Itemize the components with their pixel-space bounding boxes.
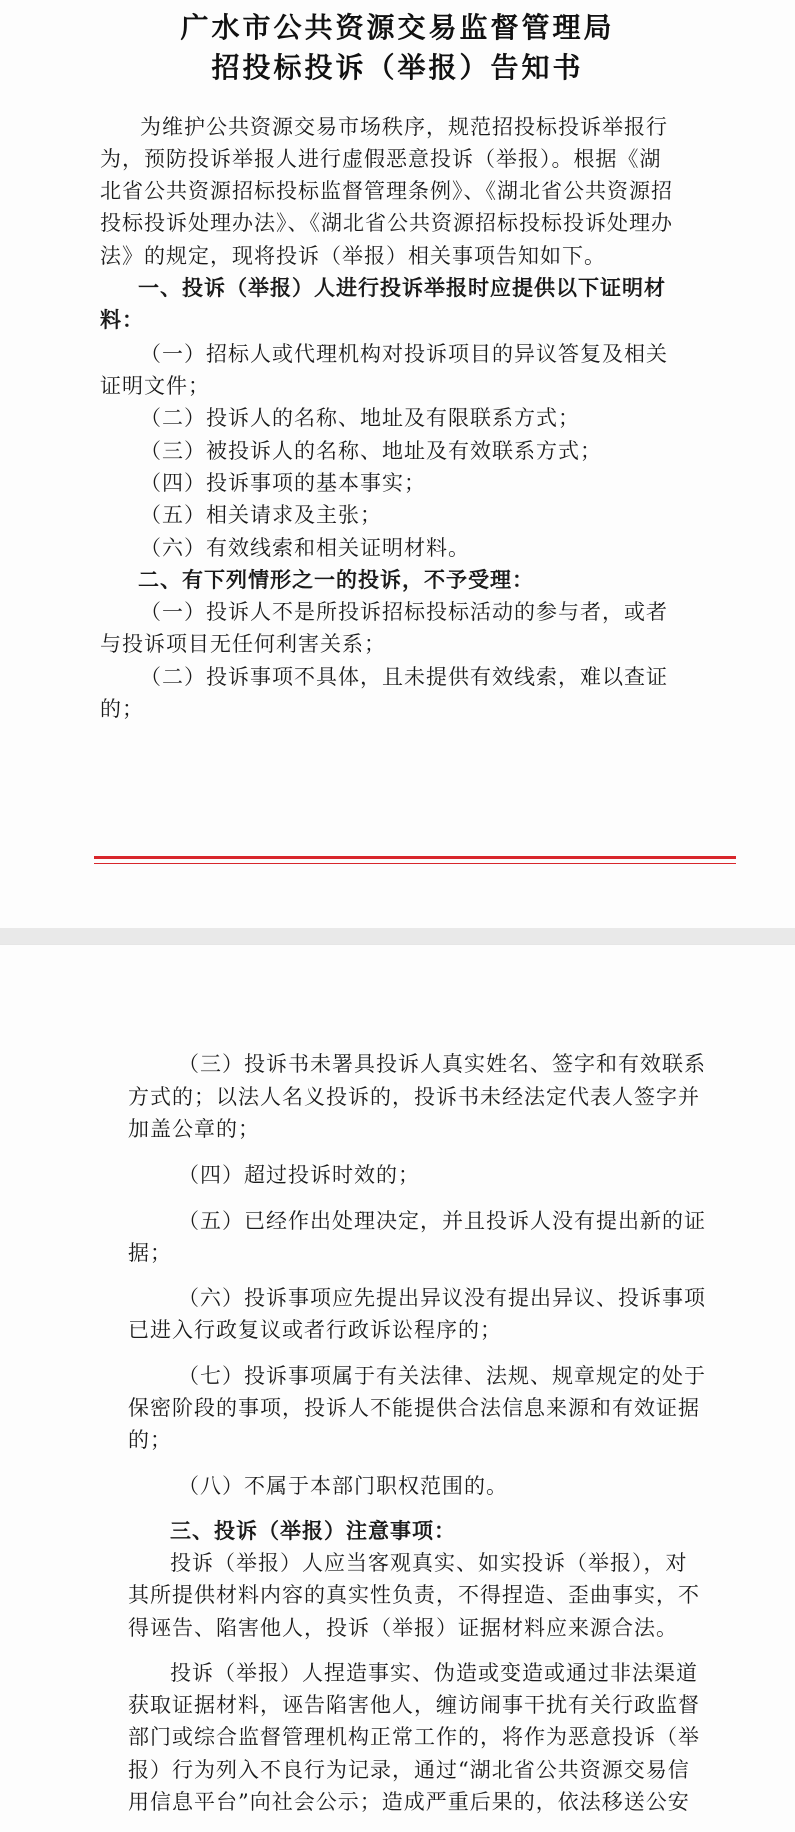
list-item-cont: 的；: [100, 697, 144, 721]
list-item-cont: 加盖公章的；: [128, 1117, 260, 1141]
list-item: （四）投诉事项的基本事实；: [140, 471, 426, 495]
list-item: （七）投诉事项属于有关法律、法规、规章规定的处于: [178, 1364, 706, 1388]
paragraph-line: 法》的规定，现将投诉（举报）相关事项告知如下。: [100, 244, 606, 268]
list-item: （一）招标人或代理机构对投诉项目的异议答复及相关: [140, 342, 668, 366]
list-item: （六）投诉事项应先提出异议没有提出异议、投诉事项: [178, 1286, 706, 1310]
list-item: （二）投诉人的名称、地址及有限联系方式；: [140, 406, 580, 430]
paragraph-line: 投标投诉处理办法》、《湖北省公共资源招标投标投诉处理办: [100, 211, 673, 235]
list-item: （六）有效线索和相关证明材料。: [140, 536, 470, 560]
list-item: （三）被投诉人的名称、地址及有效联系方式；: [140, 439, 602, 463]
list-item-cont: 证明文件；: [100, 374, 210, 398]
document-title-line-1: 广水市公共资源交易监督管理局: [180, 11, 615, 44]
paragraph-line: 用信息平台”向社会公示；造成严重后果的，依法移送公安: [128, 1790, 690, 1814]
paragraph-line: 报）行为列入不良行为记录，通过“湖北省公共资源交易信: [128, 1758, 690, 1782]
section-heading-2: 二、有下列情形之一的投诉，不予受理：: [138, 567, 534, 592]
document-page-2: [0, 944, 795, 1832]
paragraph-line: 其所提供材料内容的真实性负责，不得捏造、歪曲事实，不: [128, 1583, 700, 1607]
paragraph-line: 部门或综合监督管理机构正常工作的，将作为恶意投诉（举: [128, 1725, 700, 1749]
list-item-cont: 与投诉项目无任何利害关系；: [100, 632, 386, 656]
list-item: （一）投诉人不是所投诉招标投标活动的参与者，或者: [140, 600, 668, 624]
paragraph-line: 投诉（举报）人应当客观真实、如实投诉（举报），对: [170, 1551, 688, 1575]
paragraph-line: 投诉（举报）人捏造事实、伪造或变造或通过非法渠道: [170, 1661, 698, 1685]
list-item-cont: 已进入行政复议或者行政诉讼程序的；: [128, 1318, 502, 1342]
list-item: （三）投诉书未署具投诉人真实姓名、签字和有效联系: [178, 1052, 706, 1076]
list-item: （五）相关请求及主张；: [140, 503, 382, 527]
list-item: （八）不属于本部门职权范围的。: [178, 1474, 508, 1498]
section-heading-1-cont: 料：: [100, 307, 144, 332]
red-divider-thick: [94, 856, 736, 859]
list-item: （四）超过投诉时效的；: [178, 1163, 420, 1187]
list-item: （五）已经作出处理决定，并且投诉人没有提出新的证: [178, 1209, 706, 1233]
paragraph-line: 获取证据材料，诬告陷害他人，缠访闹事干扰有关行政监督: [128, 1693, 700, 1717]
paragraph-line: 得诬告、陷害他人，投诉（举报）证据材料应来源合法。: [128, 1616, 678, 1640]
list-item-cont: 保密阶段的事项，投诉人不能提供合法信息来源和有效证据: [128, 1396, 700, 1420]
paragraph-line: 为维护公共资源交易市场秩序，规范招投标投诉举报行: [140, 115, 668, 139]
paragraph-line: 为，预防投诉举报人进行虚假恶意投诉（举报）。根据《湖: [100, 147, 662, 171]
list-item-cont: 方式的；以法人名义投诉的，投诉书未经法定代表人签字并: [128, 1085, 700, 1109]
page-separator: [0, 928, 795, 944]
list-item-cont: 据；: [128, 1241, 172, 1265]
paragraph-line: 北省公共资源招标投标监督管理条例》、《湖北省公共资源招: [100, 179, 673, 203]
section-heading-3: 三、投诉（举报）注意事项：: [170, 1518, 456, 1543]
list-item: （二）投诉事项不具体，且未提供有效线索，难以查证: [140, 665, 668, 689]
section-heading-1: 一、投诉（举报）人进行投诉举报时应提供以下证明材: [138, 275, 666, 300]
list-item-cont: 的；: [128, 1428, 172, 1452]
document-title-line-2: 招投标投诉（举报）告知书: [211, 51, 584, 84]
red-divider-thin: [94, 863, 736, 864]
